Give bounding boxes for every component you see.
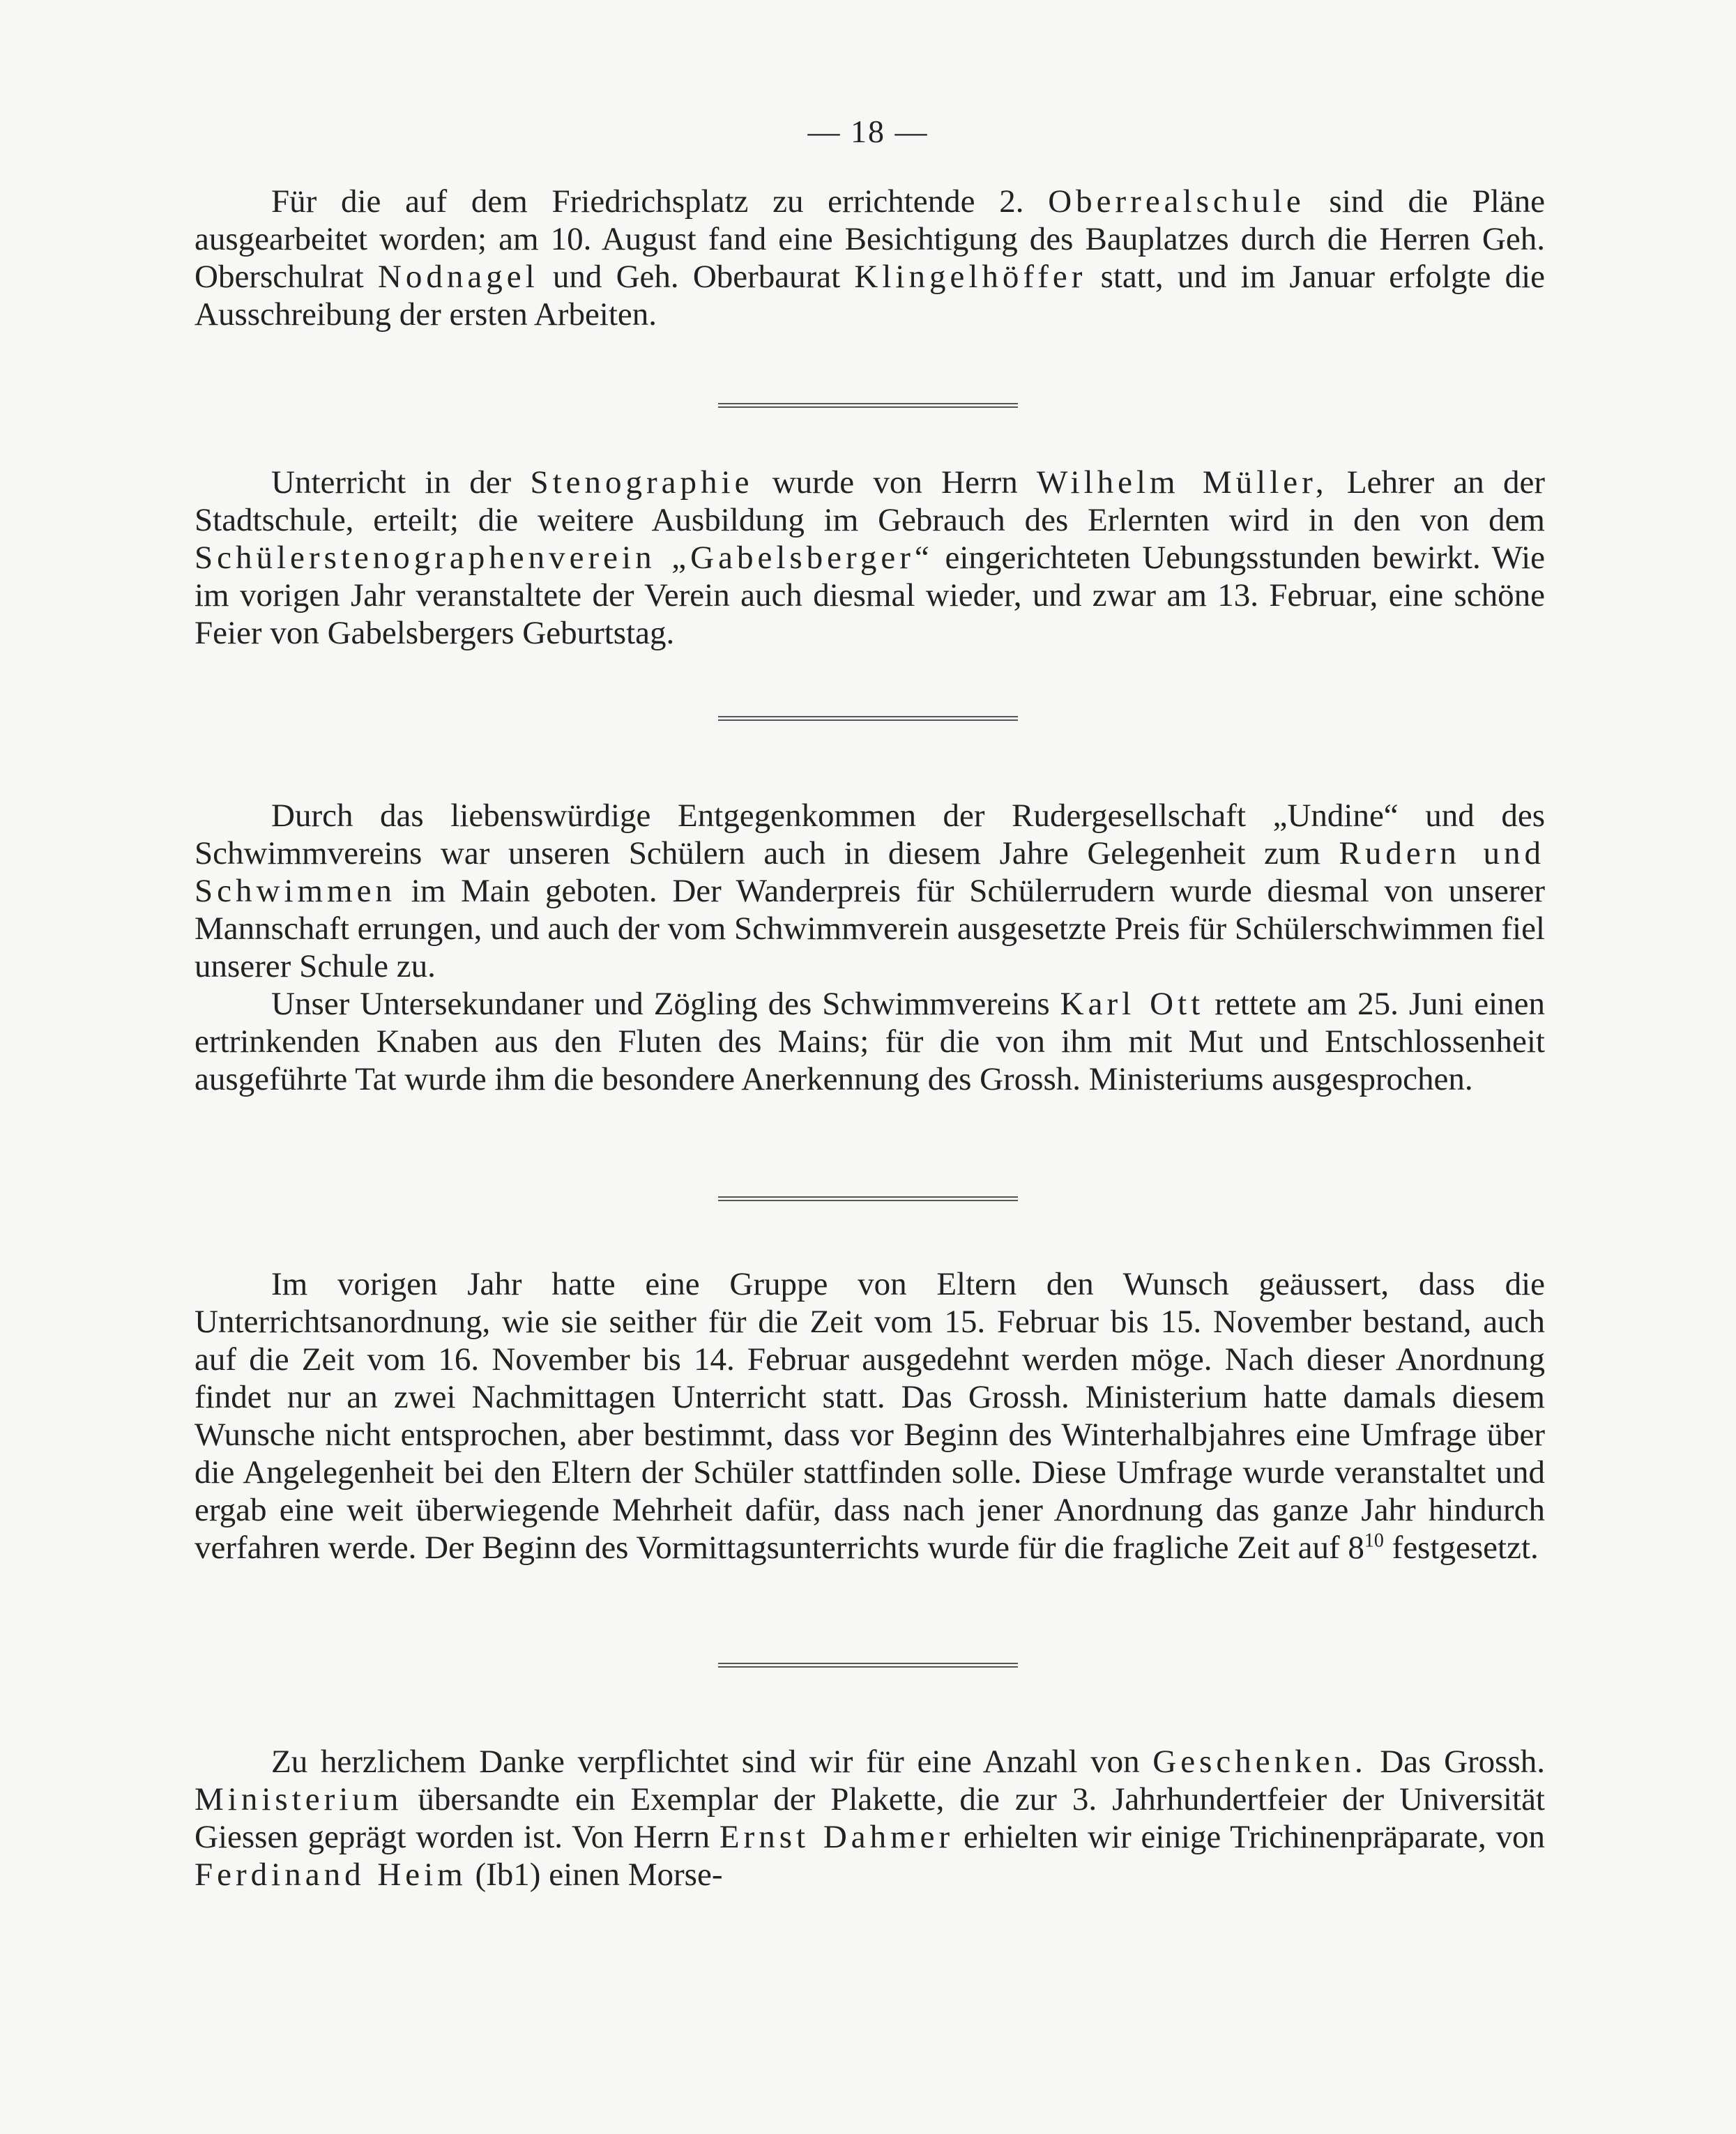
emphasis: Nodnagel bbox=[377, 259, 539, 295]
section-rowing-swimming bbox=[195, 797, 1545, 1098]
paragraph: Durch das liebenswürdige Entgegenkommen der Rudergesellschaft „Undine“ und des Schwimmvereins war unseren Schülern auch in diesem Jahre Gelegenheit zum Rudern und Schwimmen im Main geboten. Der Wanderpreis für Schülerrudern wurde diesmal von unserer Mannschaft errungen, und auch der vom Schwimmverein ausgesetzte Preis für Schülerschwimmen fiel unserer Schule zu. bbox=[195, 798, 1546, 984]
emphasis: Schülerstenographenverein „Gabelsberger“ bbox=[195, 540, 934, 576]
section-schedule bbox=[195, 1265, 1545, 1567]
emphasis: Klingelhöffer bbox=[854, 259, 1087, 295]
section-divider bbox=[718, 716, 1018, 721]
emphasis: Ernst Dahmer bbox=[719, 1819, 954, 1855]
paragraph: Im vorigen Jahr hatte eine Gruppe von Eltern den Wunsch geäussert, dass die Unterrichtsanordnung, wie sie seither für die Zeit vom 15. Februar bis 15. November bestand, auch auf die Zeit vom 16. November bis 14. Februar ausgedehnt werden möge. Nach dieser Anordnung findet nur an zwei Nachmittagen Unterricht statt. Das Grossh. Ministerium hatte damals diesem Wunsche nicht entsprochen, aber bestimmt, dass vor Beginn des Winterhalbjahres eine Umfrage über die Angelegenheit bei den Eltern der Schüler stattfinden solle. Diese Umfrage wurde veranstaltet und ergab eine weit überwiegende Mehrheit dafür, dass nach jener Anordnung das ganze Jahr hindurch verfahren werde. Der Beginn des Vormittagsunterrichts wurde für die fragliche Zeit auf $8^{10}$ festgesetzt. bbox=[195, 1266, 1545, 1566]
paragraph: Unser Untersekundaner und Zögling des Schwimmvereins Karl Ott rettete am 25. Juni einen ertrinkenden Knaben aus den Fluten des Mains; für die von ihm mit Mut und Entschlossenheit ausgeführte Tat wurde ihm die besondere Anerkennung des Grossh. Ministeriums ausgesprochen. bbox=[195, 986, 1545, 1097]
section-stenography bbox=[195, 464, 1545, 652]
emphasis: Karl Ott bbox=[1060, 986, 1205, 1022]
paragraph: Unterricht in der Stenographie wurde von Herrn Wilhelm Müller, Lehrer an der Stadtschule, erteilt; die weitere Ausbildung im Gebrauch des Erlernten wird in den von dem Schülerstenographenverein „Gabelsberger“ eingerichteten Uebungsstunden bewirkt. Wie im vorigen Jahr veranstaltete der Verein auch diesmal wieder, und zwar am 13. Februar, eine schöne Feier von Gabelsbergers Geburtstag. bbox=[195, 464, 1545, 651]
section-divider bbox=[718, 1196, 1018, 1201]
emphasis: Geschenken. bbox=[1152, 1744, 1367, 1780]
emphasis: Rudern und Schwimmen bbox=[195, 835, 1546, 909]
section-gifts bbox=[195, 1743, 1545, 1893]
section-new-school bbox=[195, 183, 1545, 333]
section-divider bbox=[718, 1663, 1018, 1668]
emphasis: Stenographie bbox=[530, 464, 754, 501]
section-divider bbox=[718, 403, 1018, 408]
paragraph: Für die auf dem Friedrichsplatz zu errichtende 2. Oberrealschule sind die Pläne ausgearbeitet worden; am 10. August fand eine Besichtigung des Bauplatzes durch die Herren Geh. Oberschulrat Nodnagel und Geh. Oberbaurat Klingelhöffer statt, und im Januar erfolgte die Ausschreibung der ersten Arbeiten. bbox=[195, 183, 1546, 333]
emphasis: Oberrealschule bbox=[1048, 183, 1305, 220]
emphasis: Wilhelm Müller, bbox=[1037, 464, 1328, 501]
emphasis: Ferdinand Heim bbox=[195, 1857, 467, 1893]
page-number: — 18 — bbox=[807, 114, 929, 149]
paragraph: Zu herzlichem Danke verpflichtet sind wir für eine Anzahl von Geschenken. Das Grossh. Ministerium übersandte ein Exemplar der Plakette, die zur 3. Jahrhundertfeier der Universität Giessen geprägt worden ist. Von Herrn Ernst Dahmer erhielten wir einige Trichinenpräparate, von Ferdinand Heim (Ib1) einen Morse- bbox=[195, 1744, 1546, 1893]
emphasis: Ministerium bbox=[195, 1781, 403, 1817]
